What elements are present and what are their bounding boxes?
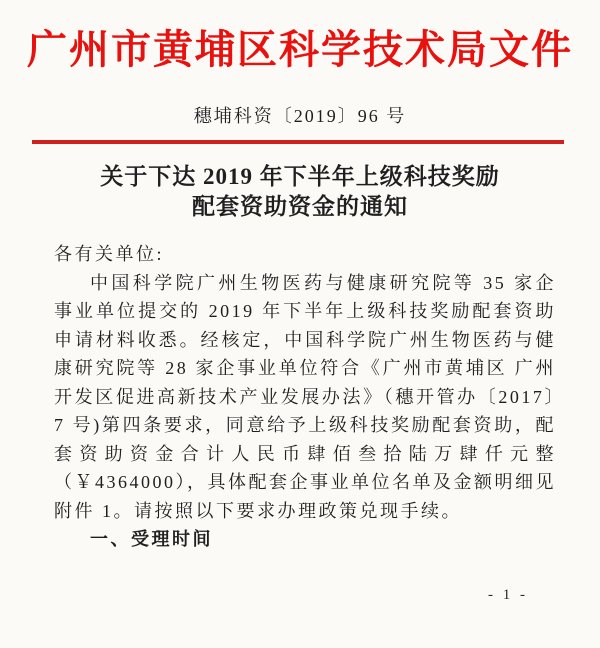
section-heading-acceptance-time: 一、受理时间 — [90, 529, 213, 549]
notice-title-line2: 配套资助资金的通知 — [192, 194, 408, 219]
salutation: 各有关单位: — [54, 244, 165, 264]
agency-header-title: 广州市黄埔区科学技术局文件 — [27, 27, 573, 72]
page-number: - 1 - — [488, 587, 528, 603]
document-reference-number: 穗埔科资〔2019〕96 号 — [193, 106, 407, 126]
notice-title-line1: 关于下达 2019 年下半年上级科技奖励 — [100, 164, 500, 189]
notice-title — [0, 162, 600, 222]
notice-body — [54, 240, 556, 554]
red-divider-line — [32, 140, 564, 144]
body-paragraph: 中国科学院广州生物医药与健康研究院等 35 家企事业单位提交的 2019 年下半年上级科技奖励配套资助申请材料收悉。经核定，中国科学院广州生物医药与健康研究院等 28 家企事业单位符合《广州市黄埔区 广州开发区促进高新技术产业发展办法》（穗开管办〔2017〕7 号)第四条要求，同意给予上级科技奖励配套资助，配套资助资金合计人民币肆佰叁拾陆万肆仟元整（￥4364000），具体配套企事业单位名单及金额明细见附件 1。请按照以下要求办理政策兑现手续。 — [54, 272, 556, 521]
